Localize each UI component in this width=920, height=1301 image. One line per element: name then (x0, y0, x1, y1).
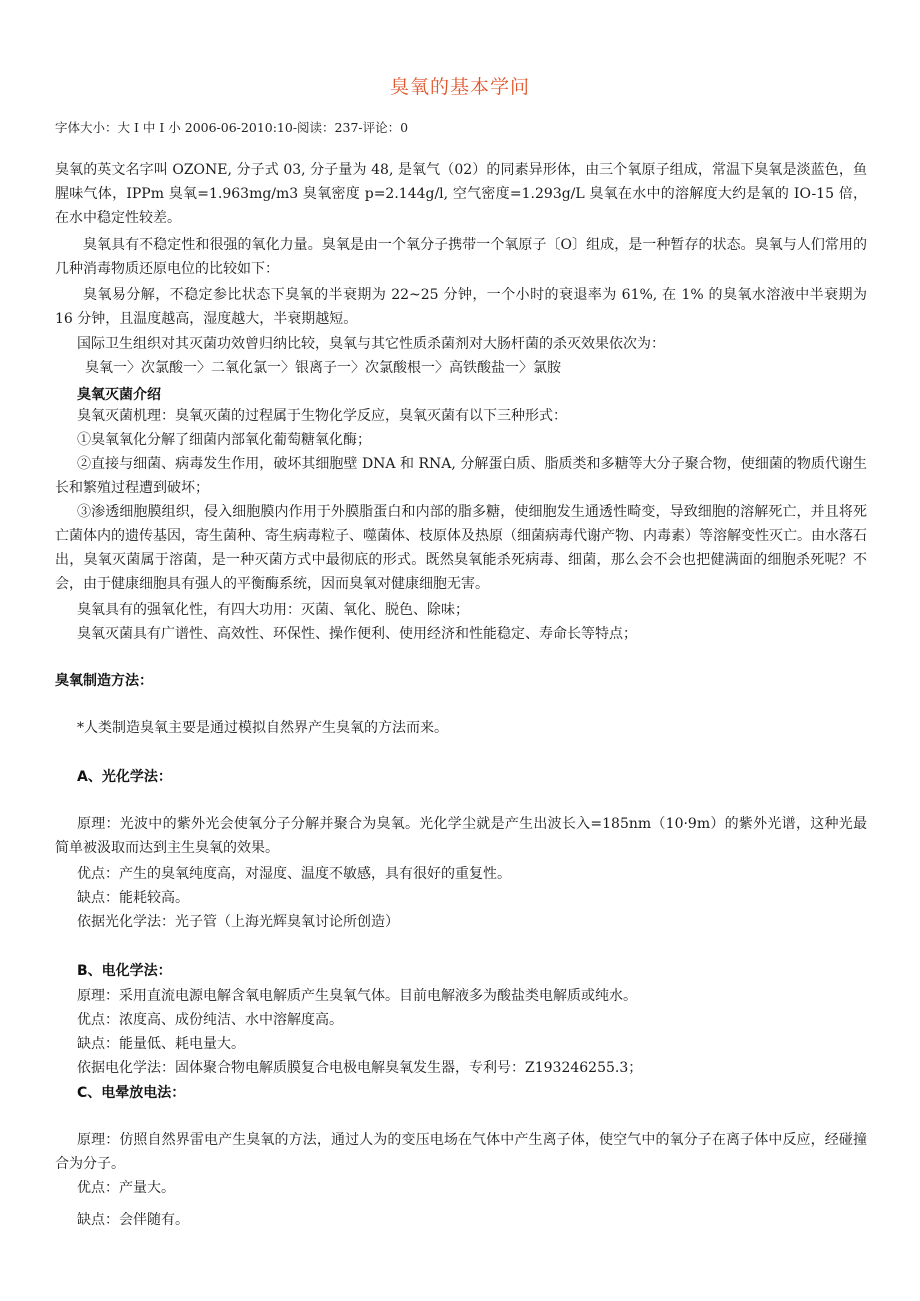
manufacturing-note: *人类制造臭氧主要是通过模拟自然界产生臭氧的方法而来。 (77, 720, 448, 736)
method-a-pros: 优点：产生的臭氧纯度高，对湿度、温度不敏感，具有很好的重复性。 (77, 866, 511, 882)
intro-paragraph-4: 国际卫生组织对其灭菌功效曾归纳比较，臭氧与其它性质杀菌剂对大肠杆菌的杀灭效果依次为： (77, 336, 665, 352)
sterilization-ranking: 臭氧一〉次氯酸一〉二氧化氯一〉银离子一〉次氯酸根一〉高铁酸盐一〉氯胺 (85, 360, 561, 376)
intro-paragraph-3: 臭氧易分解，不稳定参比状态下臭氧的半衰期为 22~25 分钟，一个小时的衰退率为 61%, 在 1% 的臭氧水溶液中半衰期为 16 分钟，且温度越高，湿度越大，半衰期越短。 (55, 287, 867, 327)
sterilization-functions: 臭氧具有的强氧化性，有四大功用：灭菌、氧化、脱色、除味； (77, 602, 469, 618)
method-b-cons: 缺点：能量低、耗电量大。 (77, 1036, 245, 1052)
page-title: 臭氧的基本学问 (389, 76, 530, 98)
method-b-heading: B、电化学法： (77, 963, 172, 979)
method-a-principle: 原理：光波中的紫外光会使氧分子分解并聚合为臭氧。光化学尘就是产生出波长入=185nm（10·9m）的紫外光谱，这种光最简单被汲取而达到主生臭氧的效果。 (55, 816, 867, 856)
sterilization-item-3: ③渗透细胞膜组织，侵入细胞膜内作用于外膜脂蛋白和内部的脂多糖，使细胞发生通透性畸变，导致细胞的溶解死亡，并且将死亡菌体内的遗传基因，寄生菌种、寄生病毒粒子、噬菌体、枝原体及热原（细菌病毒代谢产物、内毒素）等溶解变性灭亡。由水落石出，臭氧灭菌属于溶菌，是一种灭菌方式中最彻底的形式。既然臭氧能杀死病毒、细菌，那么会不会也把健满面的细胞杀死呢？不会，由于健康细胞具有强人的平衡酶系统，因而臭氧对健康细胞无害。 (55, 504, 867, 592)
manufacturing-heading: 臭氧制造方法： (55, 673, 153, 689)
method-c-heading: C、电晕放电法： (77, 1085, 186, 1101)
sterilization-mechanism: 臭氧灭菌机理：臭氧灭菌的过程属于生物化学反应，臭氧灭菌有以下三种形式： (77, 408, 567, 424)
sterilization-item-1: ①臭氧氧化分解了细菌内部氧化葡萄糖氧化酶； (77, 432, 371, 448)
intro-paragraph-1: 臭氧的英文名字叫 OZONE, 分子式 03, 分子量为 48, 是氧气（02）的同素异形体，由三个氧原子组成，常温下臭氧是淡蓝色，鱼腥味气体，IPPm 臭氧=1.963mg/m3 臭氧密度 p=2.144g/l, 空气密度=1.293g/L 臭氧在水中的溶解度大约是氧的 IO-15 倍，在水中稳定性较差。 (55, 162, 867, 226)
method-a-cons: 缺点：能耗较高。 (77, 890, 189, 906)
method-c-principle: 原理：仿照自然界雷电产生臭氧的方法，通过人为的变压电场在气体中产生离子体，使空气中的氧分子在离子体中反应，经碰撞合为分子。 (55, 1132, 867, 1172)
method-a-basis: 依据光化学法：光子管（上海光辉臭氧讨论所创造） (77, 914, 399, 930)
method-b-basis: 依据电化学法：固体聚合物电解质膜复合电极电解臭氧发生器，专利号：Z193246255.3； (77, 1060, 643, 1076)
sterilization-features: 臭氧灭菌具有广谱性、高效性、环保性、操作便利、使用经济和性能稳定、寿命长等特点； (77, 626, 637, 642)
method-b-pros: 优点：浓度高、成份纯洁、水中溶解度高。 (77, 1012, 343, 1028)
intro-paragraph-2: 臭氧具有不稳定性和很强的氧化力量。臭氧是由一个氧分子携带一个氧原子〔O〕组成，是一种暂存的状态。臭氧与人们常用的几种消毒物质还原电位的比较如下： (55, 237, 867, 277)
method-a-heading: A、光化学法： (77, 769, 172, 785)
sterilization-item-2: ②直接与细菌、病毒发生作用，破坏其细胞壁 DNA 和 RNA, 分解蛋白质、脂质类和多糖等大分子聚合物，使细菌的物质代谢生长和繁殖过程遭到破坏； (55, 456, 867, 496)
sterilization-heading: 臭氧灭菌介绍 (77, 387, 161, 403)
method-c-pros: 优点：产量大。 (77, 1180, 175, 1196)
article-meta: 字体大小：大 I 中 I 小 2006-06-2010:10-阅读：237-评论：0 (55, 120, 409, 135)
method-c-cons: 缺点：会伴随有。 (77, 1212, 189, 1228)
method-b-principle: 原理：采用直流电源电解含氧电解质产生臭氧气体。目前电解液多为酸盐类电解质或纯水。 (77, 988, 637, 1004)
